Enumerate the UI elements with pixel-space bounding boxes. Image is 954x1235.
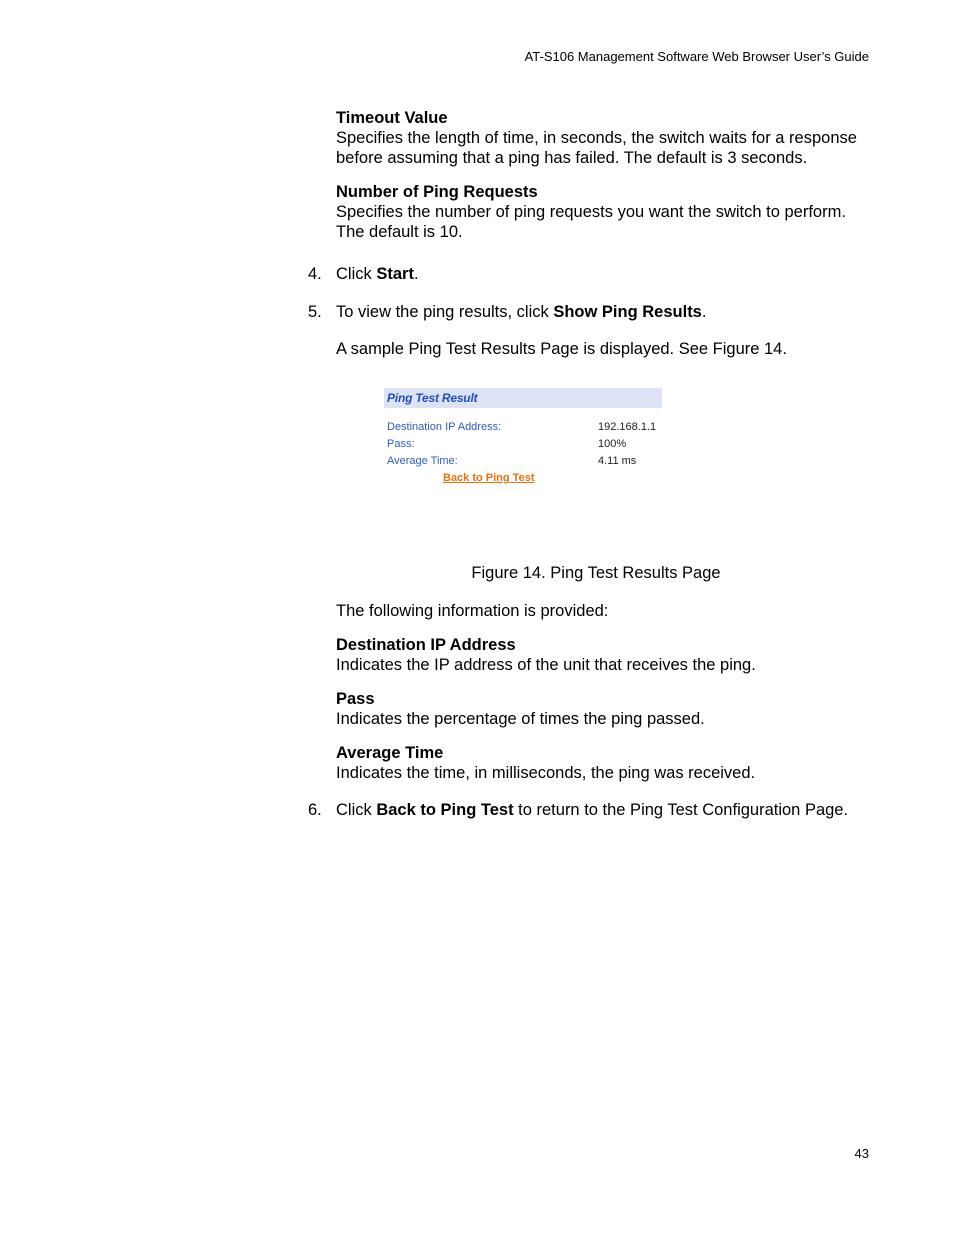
info-term: Destination IP Address — [336, 636, 516, 654]
ping-requests-term: Number of Ping Requests — [336, 183, 538, 201]
step-number: 4. — [308, 265, 322, 283]
step-5-note: A sample Ping Test Results Page is displayed. See Figure 14. — [336, 340, 787, 358]
pass-label: Pass: — [387, 438, 415, 450]
step-text: Click — [336, 265, 377, 283]
info-description: Indicates the percentage of times the ping passed. — [336, 710, 705, 728]
info-destination-ip — [336, 635, 876, 675]
step-bold: Start — [376, 265, 414, 283]
destination-ip-label: Destination IP Address: — [387, 421, 502, 433]
timeout-description: Specifies the length of time, in seconds, the switch waits for a response before assuming that a ping has failed. The default is 3 seconds. — [336, 129, 857, 167]
step-5 — [308, 302, 876, 359]
step-bold: Show Ping Results — [553, 303, 702, 321]
timeout-definition — [336, 108, 876, 168]
step-text-end: . — [701, 303, 707, 321]
info-description: Indicates the IP address of the unit that receives the ping. — [336, 656, 756, 674]
page-number: 43 — [854, 1146, 869, 1161]
info-intro: The following information is provided: — [336, 602, 609, 620]
info-term: Pass — [336, 690, 375, 708]
ping-requests-description: Specifies the number of ping requests you want the switch to perform. The default is 10. — [336, 203, 846, 241]
step-number: 6. — [308, 801, 322, 819]
step-6 — [308, 800, 876, 820]
figure-title: Ping Test Result — [384, 388, 662, 408]
figure-caption: Figure 14. Ping Test Results Page — [471, 564, 721, 582]
step-text-end: . — [413, 265, 419, 283]
info-term: Average Time — [336, 744, 444, 762]
running-header: AT-S106 Management Software Web Browser User’s Guide — [524, 49, 869, 64]
info-pass — [336, 689, 876, 729]
step-text-end: to return to the Ping Test Configuration Page. — [513, 801, 849, 819]
page-body — [308, 108, 876, 820]
step-text: To view the ping results, click — [336, 303, 554, 321]
ping-result-figure — [384, 388, 662, 498]
average-time-label: Average Time: — [387, 455, 458, 467]
step-4 — [308, 264, 876, 284]
step-text: Click — [336, 801, 377, 819]
back-to-ping-test-link[interactable]: Back to Ping Test — [443, 472, 535, 484]
average-time-value: 4.11 ms — [598, 455, 637, 467]
timeout-term: Timeout Value — [336, 109, 448, 127]
step-number: 5. — [308, 303, 322, 321]
info-description: Indicates the time, in milliseconds, the ping was received. — [336, 764, 756, 782]
destination-ip-value: 192.168.1.1 — [598, 421, 657, 433]
step-bold: Back to Ping Test — [376, 801, 514, 819]
pass-value: 100% — [598, 438, 627, 450]
ping-requests-definition — [336, 182, 876, 242]
info-average-time — [336, 743, 876, 783]
